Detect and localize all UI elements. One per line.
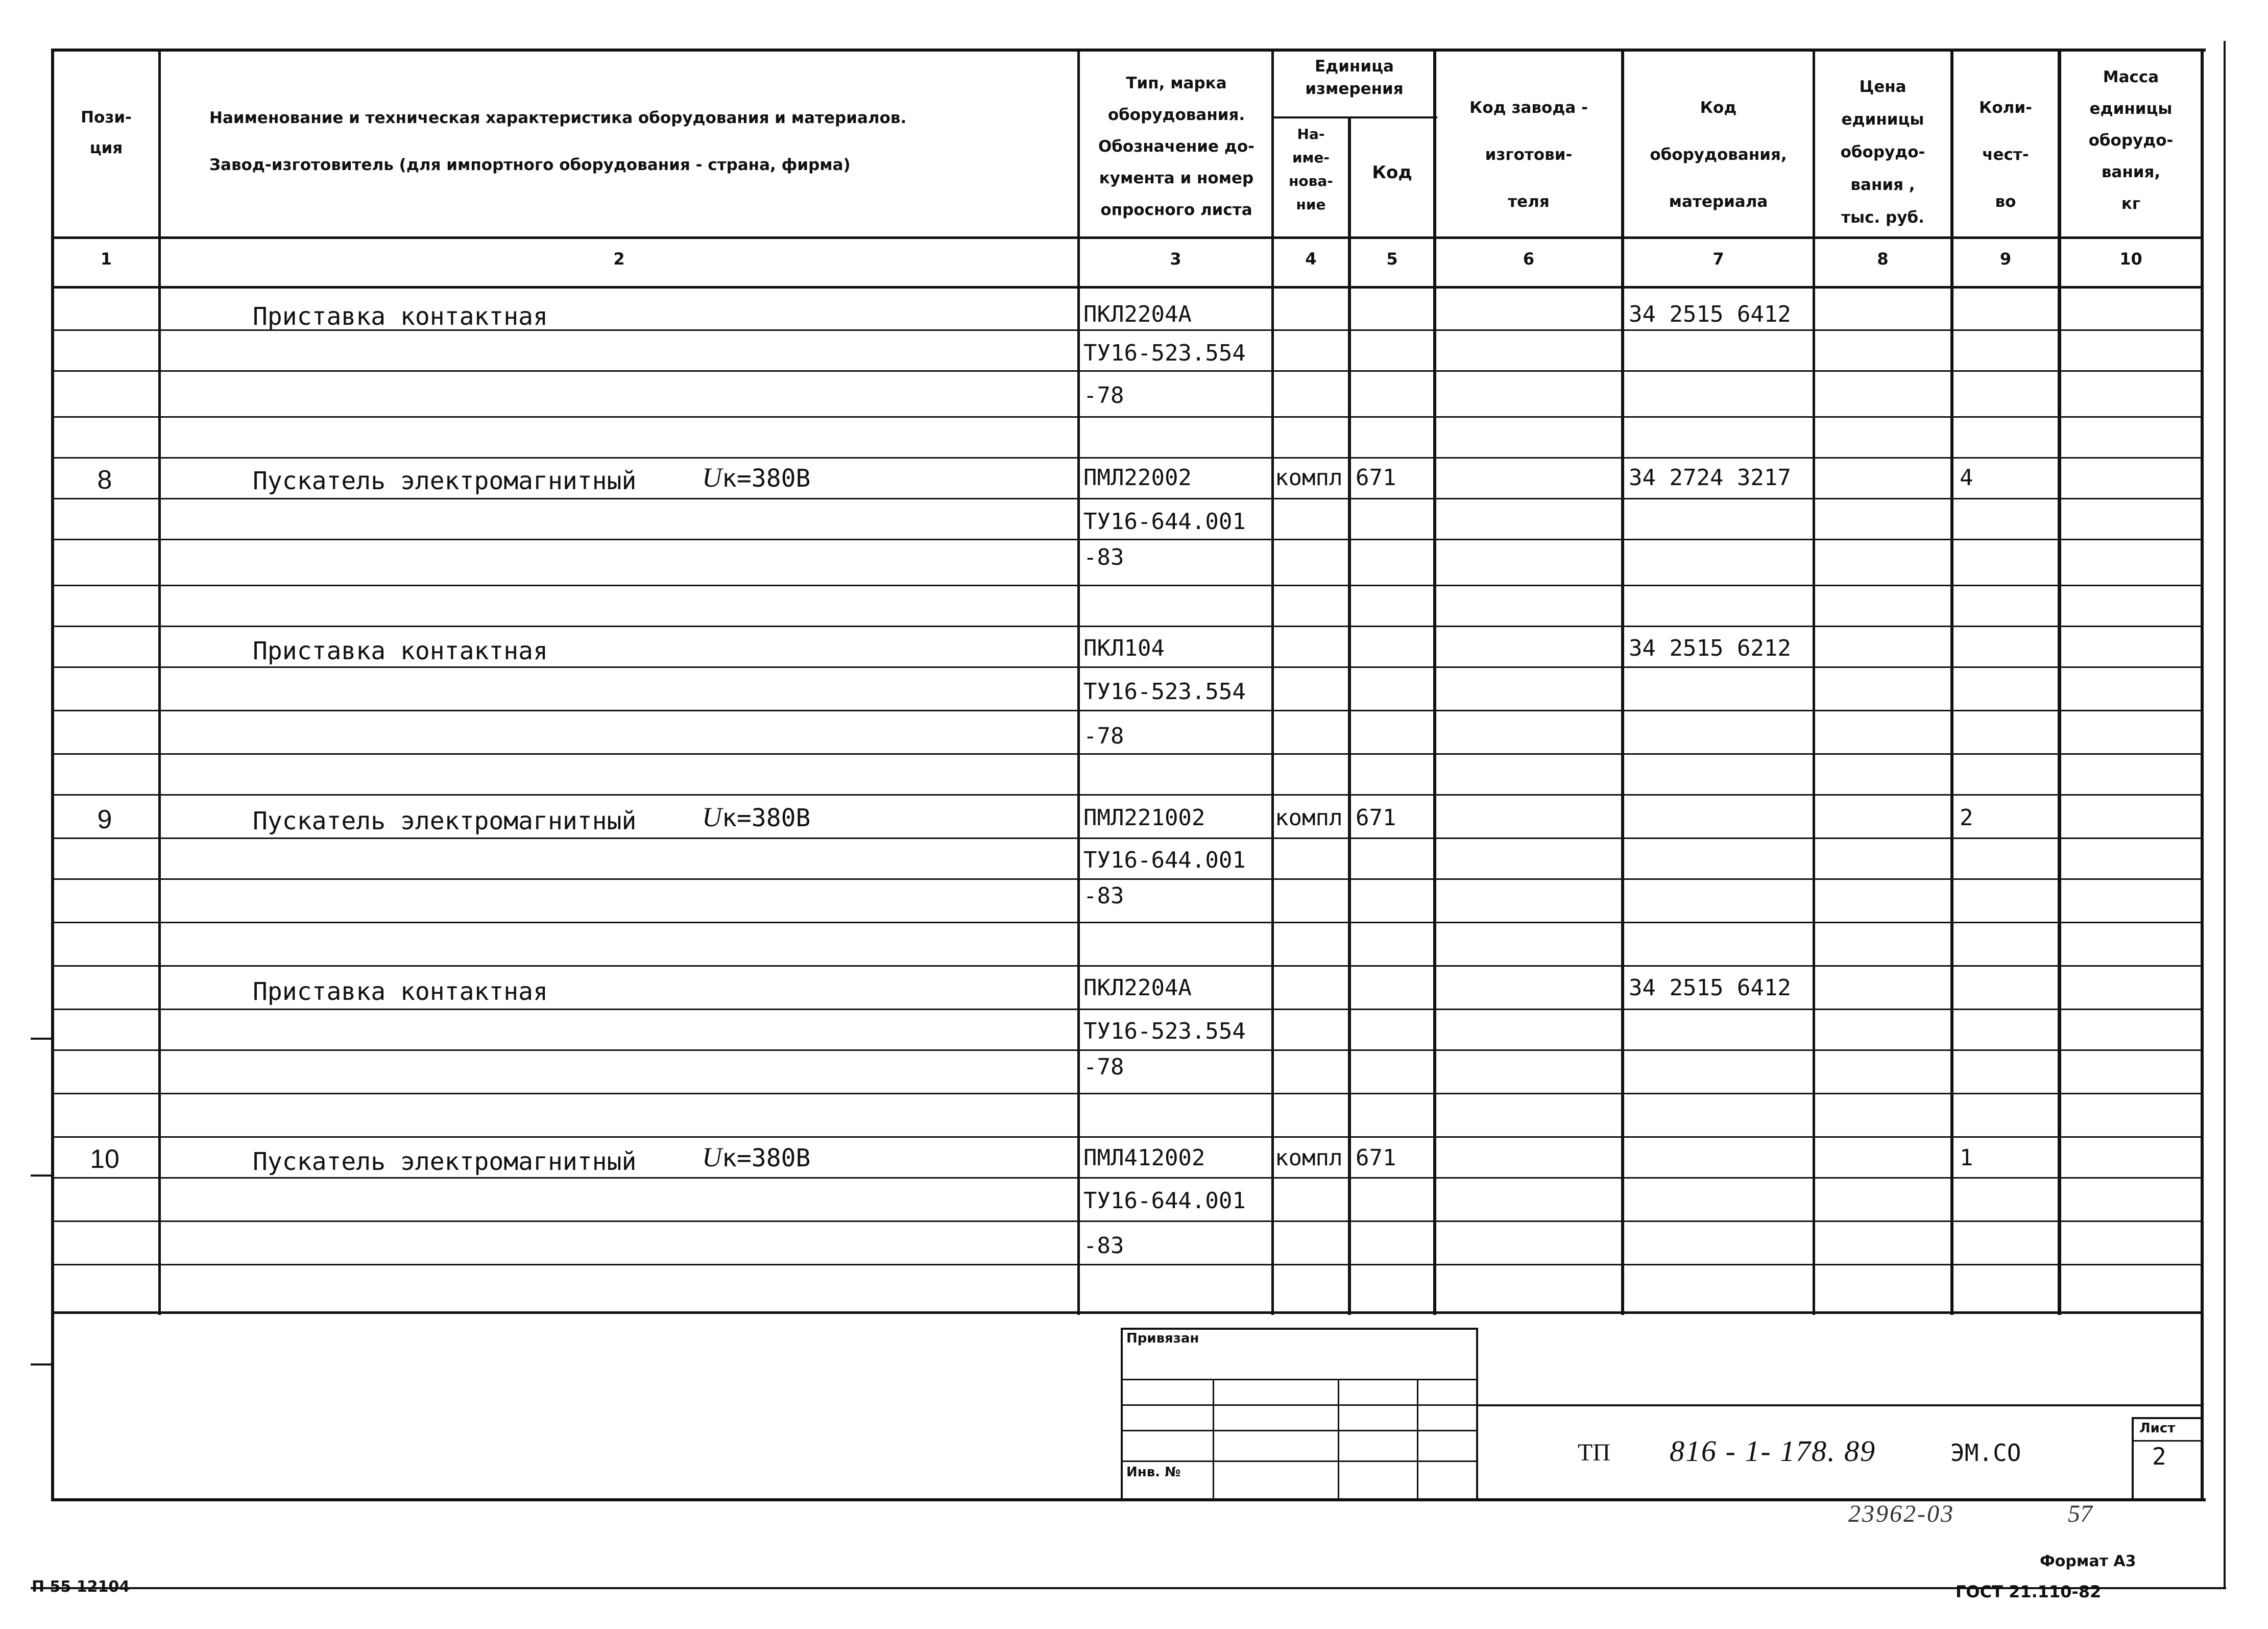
header-col8: Цена единицы оборудо- вания , тыс. руб. [1840,78,1925,227]
position-cell: 10 [90,1144,119,1174]
handwritten-number: 23962-03 [1848,1500,1955,1527]
header-col2: Наименование и техническая характеристика оборудования и материалов. Завод-изготовитель (для импортного оборудования - страна, фирма) [209,109,907,174]
type-cell: ПКЛ2204А [1083,975,1192,1001]
row-divider [51,416,2203,418]
type-cell: ПКЛ2204А [1083,301,1192,327]
type-cell: -83 [1083,1233,1124,1259]
voltage-cell [702,1142,810,1173]
name-cell: Пускатель электромагнитный [253,1147,637,1176]
row-divider [51,922,2203,923]
row-divider [51,626,2203,627]
row-divider [51,710,2203,711]
column-number: 5 [1386,249,1398,269]
type-cell: ПМЛ22002 [1083,465,1192,491]
type-cell: ПМЛ412002 [1083,1145,1205,1171]
u-symbol: U [702,802,722,832]
type-cell: ТУ16-523.554 [1083,340,1246,366]
material-code-cell: 34 2515 6412 [1629,301,1791,327]
type-cell: ТУ16-523.554 [1083,679,1246,705]
row-divider [51,457,2203,459]
row-divider [51,965,2203,967]
row-divider [51,794,2203,796]
row-divider [51,539,2203,540]
header-col4: На- име- нова- ние [1289,126,1333,213]
voltage-cell [702,462,810,494]
row-divider [51,498,2203,499]
unit-code-cell: 671 [1356,465,1396,491]
column-number: 3 [1170,249,1181,269]
row-divider [51,1177,2203,1179]
type-cell: ТУ16-523.554 [1083,1018,1246,1044]
unit-cell: компл [1275,465,1343,491]
type-cell: -78 [1083,382,1124,409]
row-divider [51,1049,2203,1051]
row-divider [51,666,2203,668]
column-number: 2 [613,249,625,269]
voltage-value: к=380В [722,804,811,832]
type-cell: ТУ16-644.001 [1083,847,1246,873]
header-col10: Масса единицы оборудо- вания, кг [2088,68,2174,213]
column-number: 1 [100,249,112,269]
name-cell: Приставка контактная [253,977,548,1006]
row-divider [51,585,2203,586]
header-unit-group: Единица измерения [1305,57,1404,98]
sheet-label: Лист [2139,1421,2176,1436]
left-code: П 55 12104 [32,1578,130,1596]
column-number: 9 [1999,249,2012,269]
column-number: 8 [1877,249,1889,269]
inv-number-label: Инв. № [1126,1465,1181,1480]
u-symbol: U [702,1142,722,1172]
unit-code-cell: 671 [1356,805,1396,831]
material-code-cell: 34 2515 6212 [1629,635,1791,661]
type-cell: ПКЛ104 [1083,635,1165,661]
header-col7: Код оборудования, материала [1650,99,1787,211]
header-col5: Код [1372,162,1412,183]
position-cell: 9 [97,805,112,834]
type-cell: ПМЛ221002 [1083,805,1205,831]
type-cell: -78 [1083,1054,1124,1080]
column-number: 4 [1305,249,1317,269]
row-divider [51,1264,2203,1265]
voltage-cell [702,802,810,833]
row-divider [51,1220,2203,1222]
column-number: 10 [2119,249,2142,269]
handwritten-page: 57 [2068,1500,2092,1527]
unit-cell: компл [1275,805,1343,831]
unit-code-cell: 671 [1356,1145,1396,1171]
doc-prefix: ТП [1578,1439,1610,1466]
name-cell: Пускатель электромагнитный [253,807,637,835]
header-col6: Код завода - изготови- теля [1469,99,1588,211]
row-divider [51,1093,2203,1094]
material-code-cell: 34 2724 3217 [1629,465,1791,491]
quantity-cell: 4 [1960,465,1973,491]
voltage-value: к=380В [722,1144,811,1172]
row-divider [51,878,2203,880]
sheet-number: 2 [2152,1443,2166,1470]
position-cell: 8 [97,465,112,495]
type-cell: -83 [1083,883,1124,909]
row-divider [51,1136,2203,1138]
u-symbol: U [702,462,722,493]
doc-number: 816 - 1- 178. 89 [1670,1434,1876,1468]
format-label: Формат А3 [2040,1552,2136,1570]
voltage-value: к=380В [722,464,811,493]
quantity-cell: 1 [1960,1145,1973,1171]
row-divider [51,370,2203,372]
type-cell: -78 [1083,723,1124,749]
material-code-cell: 34 2515 6412 [1629,975,1791,1001]
name-cell: Приставка контактная [253,637,548,665]
header-col9: Коли- чест- во [1979,99,2032,211]
row-divider [51,753,2203,755]
header-col3: Тип, марка оборудования. Обозначение до- кумента и номер опросного листа [1098,74,1255,219]
row-divider [51,1009,2203,1010]
type-cell: ТУ16-644.001 [1083,1188,1246,1214]
type-cell: ТУ16-644.001 [1083,509,1246,535]
privyazan-label: Привязан [1126,1331,1199,1346]
doc-suffix: ЭМ.СО [1950,1439,2021,1467]
column-number: 7 [1712,249,1724,269]
column-number: 6 [1523,249,1535,269]
name-cell: Приставка контактная [253,302,548,331]
unit-cell: компл [1275,1145,1343,1171]
type-cell: -83 [1083,544,1124,570]
header-col1: Пози- ция [81,108,132,157]
gost-label: ГОСТ 21.110-82 [1956,1582,2102,1601]
quantity-cell: 2 [1960,805,1973,831]
name-cell: Пускатель электромагнитный [253,467,637,495]
row-divider [51,837,2203,839]
